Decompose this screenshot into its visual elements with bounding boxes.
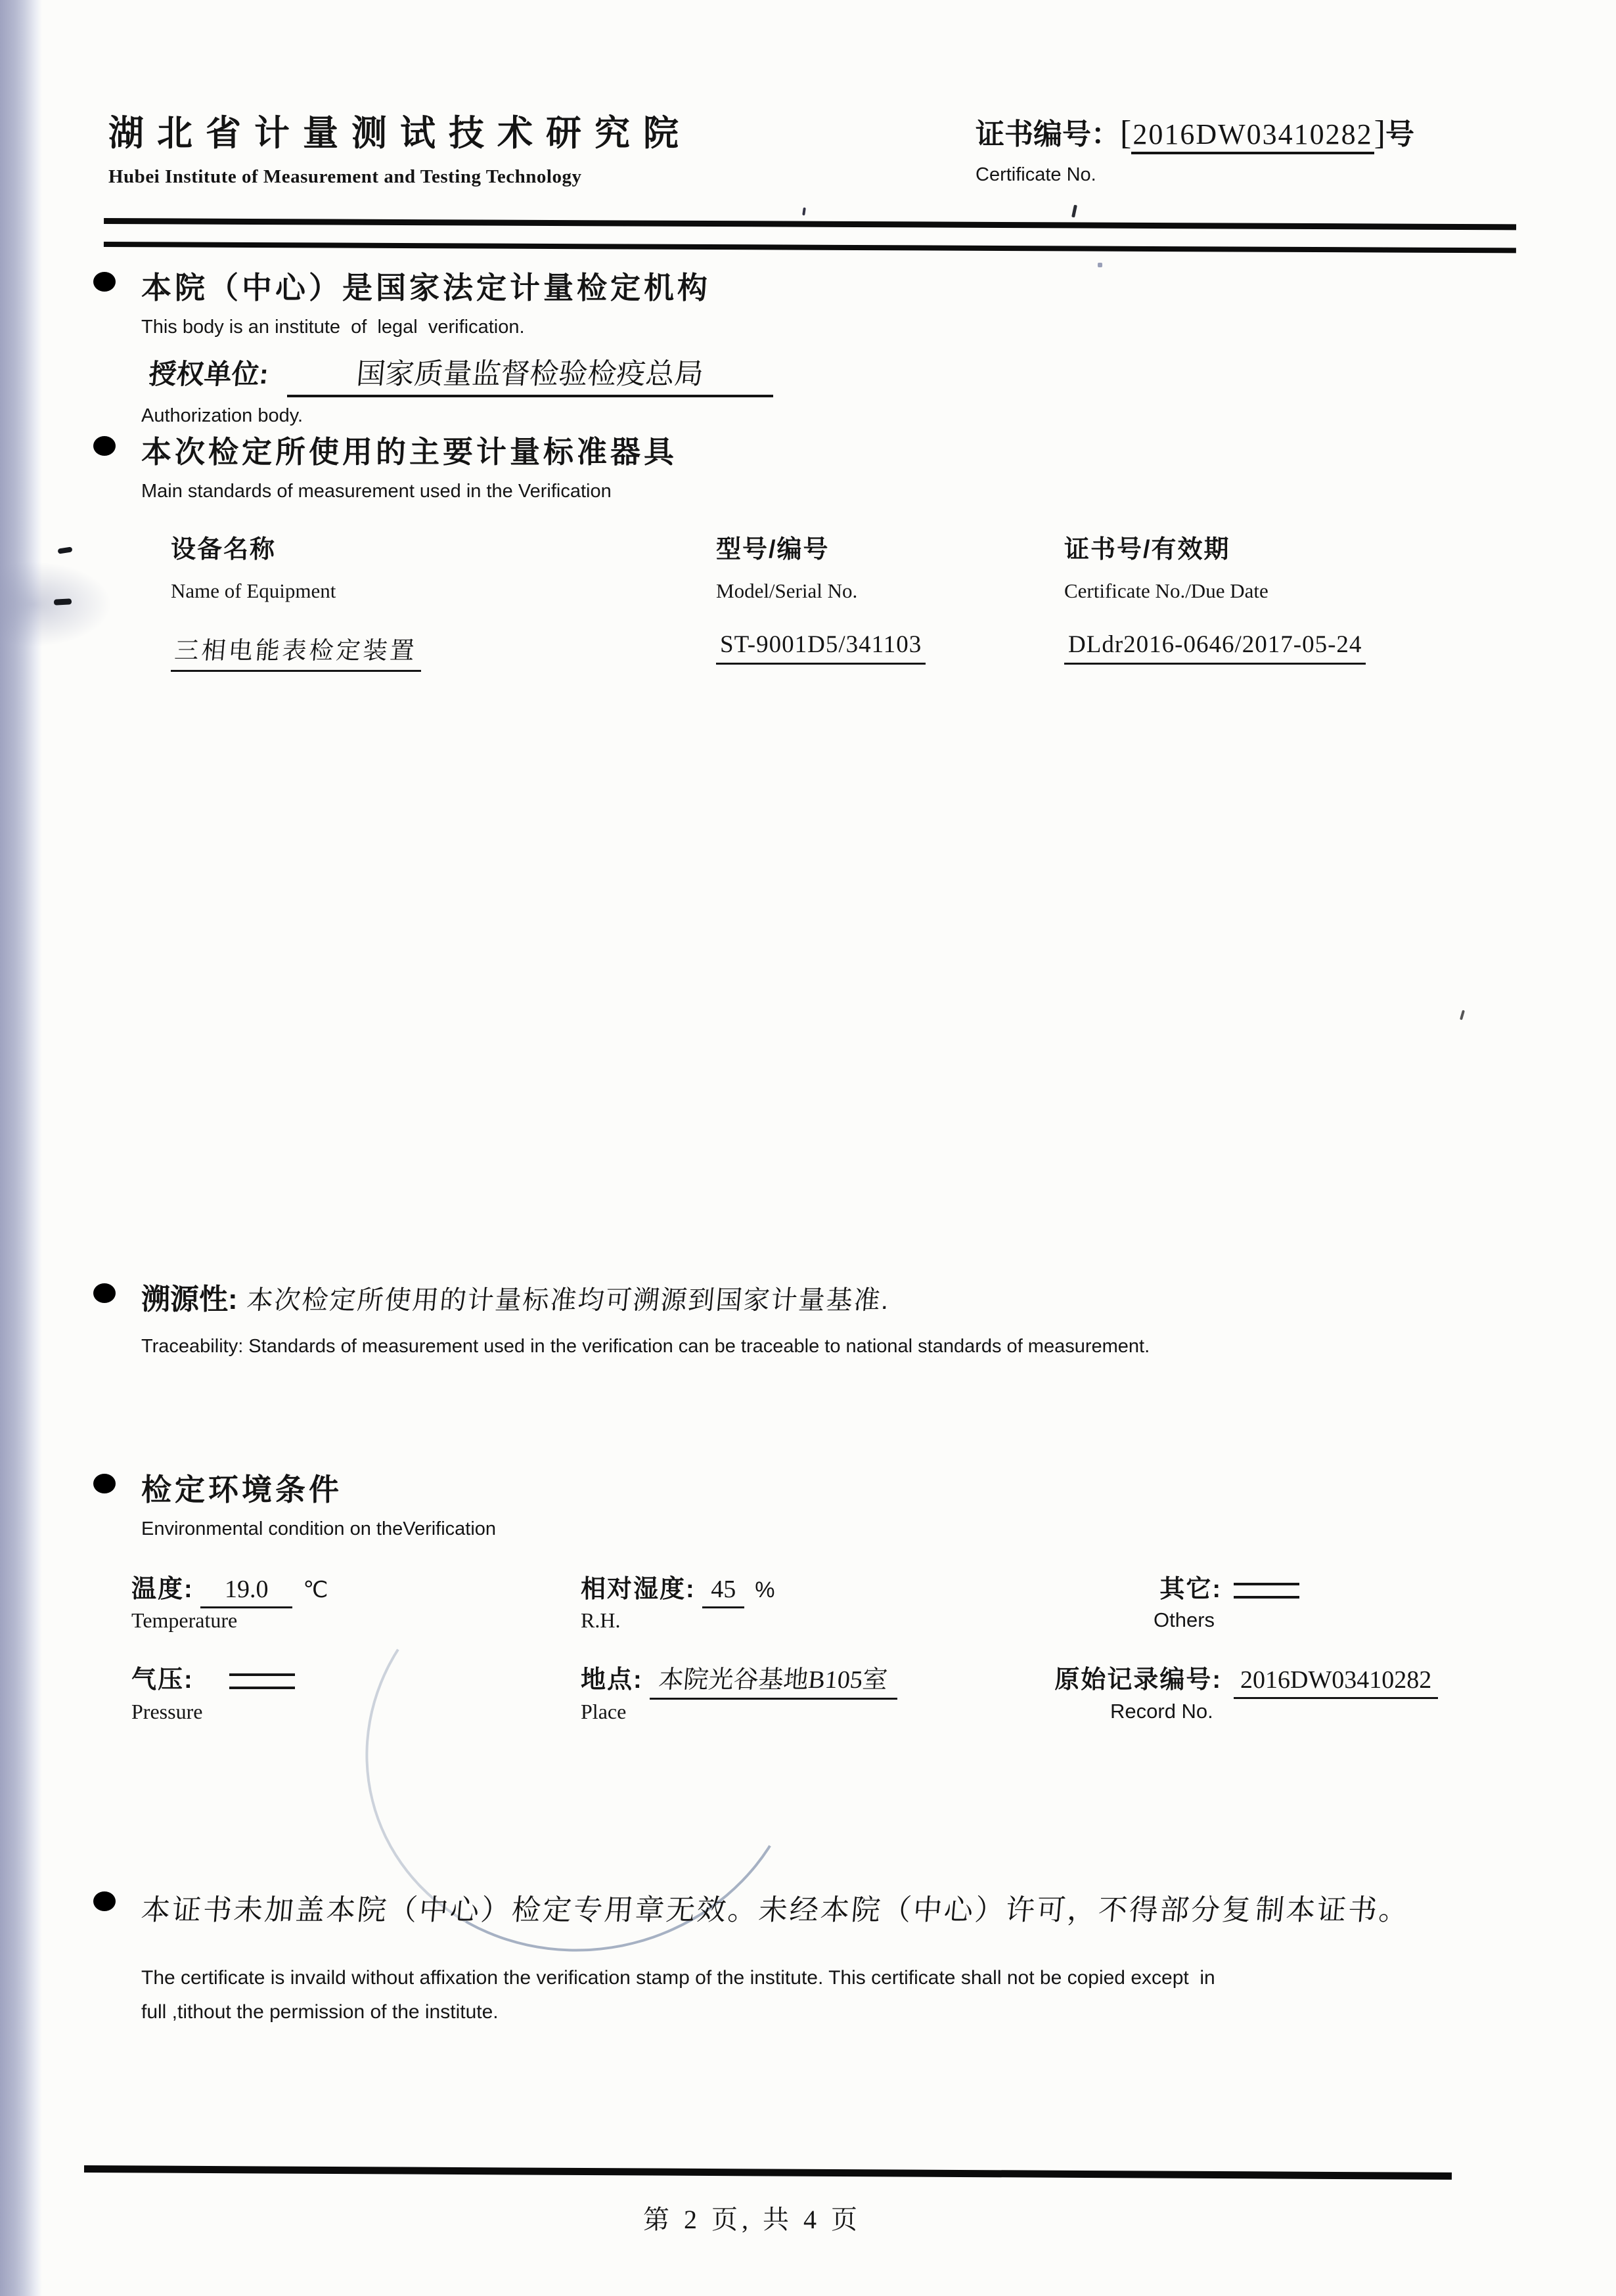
section-environment xyxy=(85,1466,496,1540)
environment-title-cn: 检定环境条件 xyxy=(141,1472,342,1507)
model-serial-value: ST-9001D5/341103 xyxy=(716,630,926,665)
humidity-field xyxy=(565,1568,1025,1608)
col-header-cn: 证书号/有效期 xyxy=(1064,536,1230,563)
certificate-no-label: 证书编号： xyxy=(976,118,1120,150)
ink-speck xyxy=(54,598,72,605)
header-certificate-no xyxy=(976,110,1414,186)
institute-name-cn: 湖北省计量测试技术研究院 xyxy=(108,114,692,153)
col-header-en: Name of Equipment xyxy=(171,579,336,602)
ink-speck xyxy=(1460,1010,1465,1021)
record-caption: Record No. xyxy=(1110,1700,1213,1723)
traceability-line xyxy=(141,1275,1150,1317)
certificate-no-suffix: 号 xyxy=(1385,118,1414,150)
section-traceability xyxy=(85,1275,1150,1358)
notice-line1-cn: 本证书未加盖本院（中心）检定专用章无效。未经本院（中心）许可，不得部分复 xyxy=(139,1894,1255,1926)
certificate-no-caption: Certificate No. xyxy=(976,164,1096,185)
others-label: 其它: xyxy=(1159,1576,1222,1603)
bullet-icon xyxy=(93,272,116,292)
standards-table xyxy=(171,529,1498,672)
section-legal xyxy=(85,264,773,427)
section-standards xyxy=(85,428,1498,672)
notice-line2-cn: 制本证书。 xyxy=(1254,1894,1412,1926)
temperature-unit: ℃ xyxy=(303,1578,328,1602)
ink-speck xyxy=(58,546,73,554)
notice-line2-en: full ,tithout the permission of the institute. xyxy=(141,2001,499,2023)
pressure-field xyxy=(131,1659,565,1700)
place-caption: Place xyxy=(581,1700,627,1723)
humidity-unit: % xyxy=(755,1578,775,1602)
col-header-en: Model/Serial No. xyxy=(716,579,858,602)
certno-duedate-value: DLdr2016-0646/2017-05-24 xyxy=(1064,630,1366,665)
ink-speck xyxy=(1071,205,1077,218)
standards-title-cn: 本次检定所使用的主要计量标准器具 xyxy=(141,435,677,469)
humidity-value: 45 xyxy=(702,1575,744,1608)
ink-speck xyxy=(802,208,806,215)
legal-title-cn: 本院（中心）是国家法定计量检定机构 xyxy=(141,271,711,305)
pressure-blank-mark xyxy=(229,1673,295,1689)
record-value: 2016DW03410282 xyxy=(1234,1666,1438,1699)
traceability-text-cn: 本次检定所使用的计量标准均可溯源到国家计量基准. xyxy=(245,1286,891,1315)
environment-title-en: Environmental condition on theVerification xyxy=(141,1518,497,1539)
bullet-icon xyxy=(93,1891,116,1911)
bullet-icon xyxy=(93,1474,116,1493)
temperature-label: 温度: xyxy=(131,1576,194,1603)
page-number: 第 2 页, 共 4 页 xyxy=(643,2205,861,2234)
bracket-open: [ xyxy=(1120,114,1132,152)
humidity-caption: R.H. xyxy=(581,1608,621,1632)
temperature-value: 19.0 xyxy=(200,1575,292,1608)
scan-edge-shadow xyxy=(0,0,42,2296)
record-field xyxy=(1025,1659,1511,1700)
legal-title-en: This body is an institute of legal verification. xyxy=(141,317,525,338)
authorization-value: 国家质量监督检验检疫总局 xyxy=(355,358,705,390)
traceability-text-en: Traceability: Standards of measurement used in the verification can be traceable to national standards of measurement. xyxy=(141,1336,1150,1357)
environment-grid xyxy=(131,1568,1511,1724)
standards-col-model xyxy=(716,529,1064,672)
others-field xyxy=(1025,1568,1511,1608)
temperature-field xyxy=(131,1568,565,1608)
pressure-label: 气压: xyxy=(131,1666,194,1694)
pressure-caption: Pressure xyxy=(131,1700,203,1723)
standards-title-en: Main standards of measurement used in the Verification xyxy=(141,481,612,502)
section-notice xyxy=(85,1884,1410,2029)
header-institute xyxy=(108,105,692,188)
col-header-en: Certificate No./Due Date xyxy=(1064,579,1268,602)
place-label: 地点: xyxy=(581,1666,643,1694)
certificate-no-value: 2016DW03410282 xyxy=(1131,118,1374,154)
traceability-label: 溯源性: xyxy=(141,1283,238,1315)
standards-col-certno xyxy=(1064,529,1498,672)
equipment-value: 三相电能表检定装置 xyxy=(173,637,418,664)
standards-col-equipment xyxy=(171,529,716,672)
authorization-caption: Authorization body. xyxy=(141,405,303,426)
col-header-cn: 型号/编号 xyxy=(716,536,830,563)
place-field xyxy=(565,1659,1025,1700)
col-header-cn: 设备名称 xyxy=(171,536,277,563)
bracket-close: ] xyxy=(1374,114,1385,152)
others-caption: Others xyxy=(1154,1608,1215,1631)
notice-line1-en: The certificate is invaild without affixation the verification stamp of the institute. This certificate shall not be copied except in xyxy=(141,1967,1215,1989)
certificate-no-line xyxy=(976,110,1414,152)
humidity-label: 相对湿度: xyxy=(581,1576,696,1603)
footer-divider xyxy=(84,2165,1452,2180)
bullet-icon xyxy=(93,1283,116,1303)
header-divider xyxy=(104,218,1516,253)
place-value: 本院光谷基地B105室 xyxy=(657,1666,889,1694)
temperature-caption: Temperature xyxy=(131,1608,238,1632)
others-blank-mark xyxy=(1234,1583,1299,1599)
ink-speck xyxy=(1098,263,1102,267)
record-label: 原始记录编号: xyxy=(1054,1666,1222,1694)
institute-name-en: Hubei Institute of Measurement and Testing Technology xyxy=(108,166,582,187)
authorization-label: 授权单位: xyxy=(147,359,270,389)
notice-text-en xyxy=(141,1961,1410,2029)
authorization-line xyxy=(149,350,773,397)
bullet-icon xyxy=(93,436,116,456)
